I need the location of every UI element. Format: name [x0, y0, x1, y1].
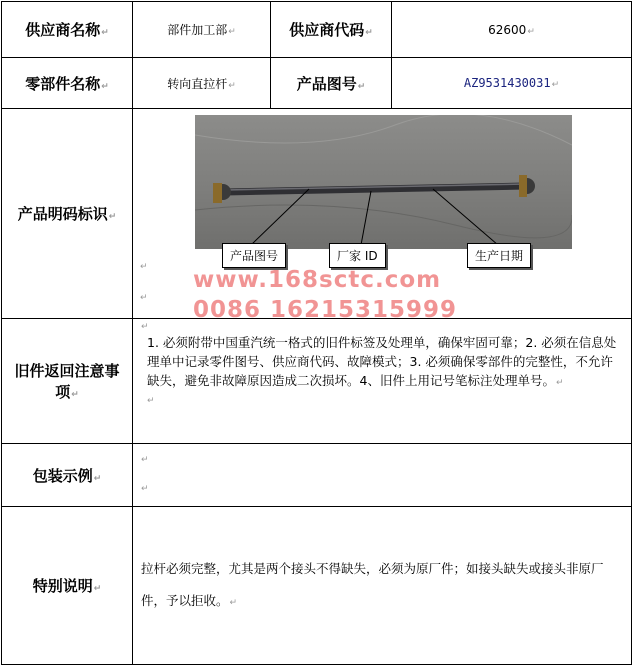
paragraph-mark: ↵ [527, 26, 535, 37]
product-drawing-value: AZ9531430031↵ [392, 58, 632, 109]
paragraph-mark: ↵ [101, 28, 109, 38]
paragraph-mark: ↵ [93, 473, 102, 484]
product-drawing-label: 产品图号↵ [271, 58, 392, 109]
paragraph-mark: ↵ [555, 378, 564, 388]
paragraph-mark: ↵ [141, 484, 149, 494]
paragraph-mark: ↵ [141, 455, 149, 465]
part-info-sheet [1, 1, 632, 665]
paragraph-mark: ↵ [140, 262, 148, 272]
row-return-notice [2, 319, 632, 444]
return-notice-label: 旧件返回注意事 项↵ [2, 319, 133, 444]
callout-production-date: 生产日期 [467, 243, 531, 268]
callout-vendor-id: 厂家 ID [329, 243, 386, 268]
paragraph-mark: ↵ [71, 390, 79, 400]
supplier-code-label: 供应商代码↵ [271, 2, 392, 58]
return-notice-cell [133, 319, 632, 444]
product-marking-cell [133, 109, 632, 323]
paragraph-mark: ↵ [101, 81, 109, 92]
paragraph-mark: ↵ [141, 322, 149, 332]
paragraph-mark: ↵ [551, 80, 560, 90]
paragraph-mark: ↵ [228, 80, 236, 91]
supplier-name-label: 供应商名称↵ [2, 2, 133, 58]
row-special [2, 507, 632, 665]
paragraph-mark: ↵ [147, 396, 155, 406]
return-notice-text: 1. 必须附带中国重汽统一格式的旧件标签及处理单，确保牢固可靠；2. 必须在信息处理单中记录零件图号、供应商代码、故障模式；3. 必须确保零部件的完整性，不允许缺失，避免非故障原因造成二次损坏。4、旧件上用记号笔标注处理单号。↵ [147, 335, 617, 388]
row-product-marking [2, 109, 632, 319]
supplier-code-value: 62600↵ [392, 2, 632, 58]
row-packaging [2, 444, 632, 507]
packaging-label: 包装示例↵ [2, 444, 133, 507]
product-marking-label: 产品明码标识↵ [2, 109, 133, 319]
row-part [2, 58, 632, 109]
product-marking-area [133, 109, 631, 323]
paragraph-mark: ↵ [228, 27, 236, 37]
paragraph-mark: ↵ [140, 293, 148, 303]
row-supplier [2, 2, 632, 58]
part-name-value: 转向直拉杆↵ [133, 58, 271, 109]
paragraph-mark: ↵ [365, 28, 373, 38]
paragraph-mark: ↵ [108, 212, 117, 222]
special-text: 拉杆必须完整，尤其是两个接头不得缺失，必须为原厂件；如接头缺失或接头非原厂件，予以拒收。↵ [141, 560, 604, 608]
paragraph-mark: ↵ [357, 81, 366, 92]
watermark-url: www.168sctc.com [193, 267, 442, 293]
watermark-phone: 0086 16215315999 [193, 297, 458, 323]
packaging-cell [133, 444, 632, 507]
part-name-label: 零部件名称↵ [2, 58, 133, 109]
paragraph-mark: ↵ [93, 584, 102, 594]
special-cell [133, 507, 632, 665]
supplier-name-value: 部件加工部↵ [133, 2, 271, 58]
paragraph-mark: ↵ [229, 597, 238, 608]
special-label: 特别说明↵ [2, 507, 133, 665]
callout-drawing-no: 产品图号 [222, 243, 286, 268]
